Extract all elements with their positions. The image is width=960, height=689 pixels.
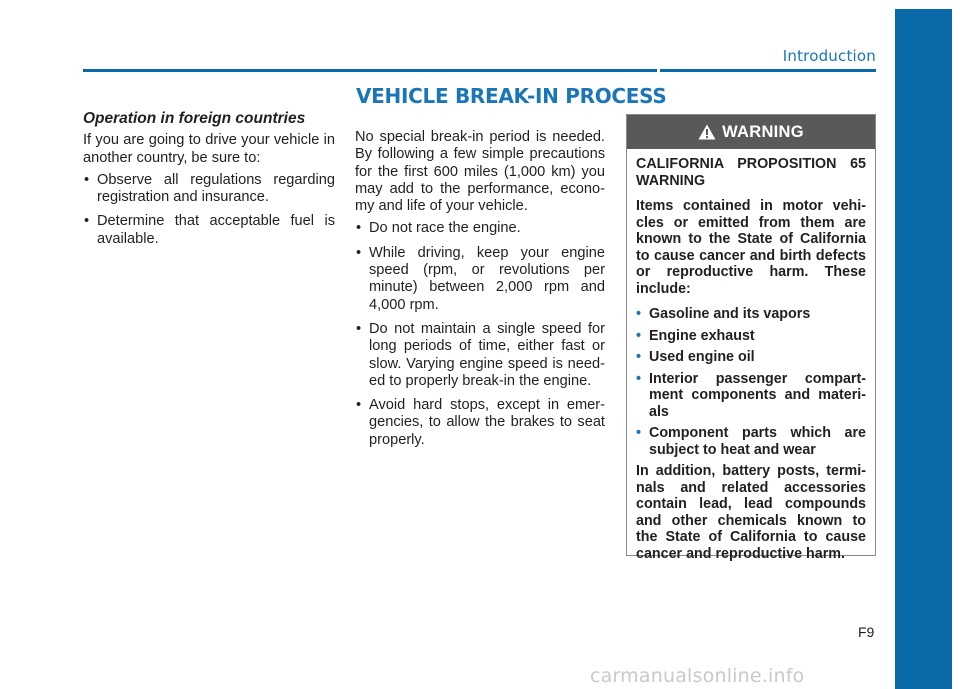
intro-paragraph: If you are going to drive your vehicle in another country, be sure to: [83, 132, 335, 166]
list-item: • While driving, keep your engine speed (rpm, or revolutions per minute) between 2,000 rpm and 4,000 rpm. [355, 245, 605, 314]
warning-body [627, 149, 875, 562]
warning-title: CALIFORNIA PROPOSITION 65 WARNING [636, 156, 866, 189]
list-item: • Do not race the engine. [355, 220, 605, 237]
middle-column [355, 129, 605, 456]
watermark: carmanualsonline.info [590, 665, 805, 687]
warning-item: • Interior passenger compart-ment components and materi-als [636, 371, 866, 421]
warning-intro: Items contained in motor vehi-cles or emitted from them are known to the State of California to cause cancer and birth defects or reproductive harm. These include: [636, 198, 866, 297]
warning-item: • Engine exhaust [636, 328, 866, 345]
header-rule-right [660, 69, 876, 72]
warning-label: WARNING [722, 122, 804, 141]
list-item: • Observe all regulations regarding registration and insurance. [83, 172, 335, 207]
warning-box [626, 114, 876, 562]
side-tab [895, 9, 952, 689]
warning-list [636, 306, 866, 458]
intro-paragraph: No special break-in period is needed. By following a few simple precautions for the first 600 miles (1,000 km) you may add to the performance, econo-my and life of your vehicle. [355, 129, 605, 215]
left-column [83, 110, 335, 255]
bullet-list [83, 172, 335, 248]
list-item: • Avoid hard stops, except in emer-gencies, to allow the brakes to seat properly. [355, 397, 605, 449]
header-rule [83, 69, 657, 72]
list-item: • Do not maintain a single speed for long periods of time, either fast or slow. Varying engine speed is need-ed to properly break-in the engine. [355, 321, 605, 390]
list-item: • Determine that acceptable fuel is available. [83, 213, 335, 248]
warning-item: • Used engine oil [636, 349, 866, 366]
page-number: F9 [858, 624, 875, 640]
bullet-list [355, 220, 605, 449]
warning-triangle-icon [698, 124, 716, 140]
sub-heading: Operation in foreign countries [83, 110, 306, 127]
warning-item: • Gasoline and its vapors [636, 306, 866, 323]
warning-closing: In addition, battery posts, termi-nals and related accessories contain lead, lead compounds and other chemicals known to the State of California to cause cancer and reproductive harm. [636, 463, 866, 562]
warning-header [627, 115, 875, 149]
warning-item: • Component parts which are subject to heat and wear [636, 425, 866, 458]
page-heading: VEHICLE BREAK-IN PROCESS [356, 84, 667, 108]
section-title: Introduction [782, 47, 876, 65]
